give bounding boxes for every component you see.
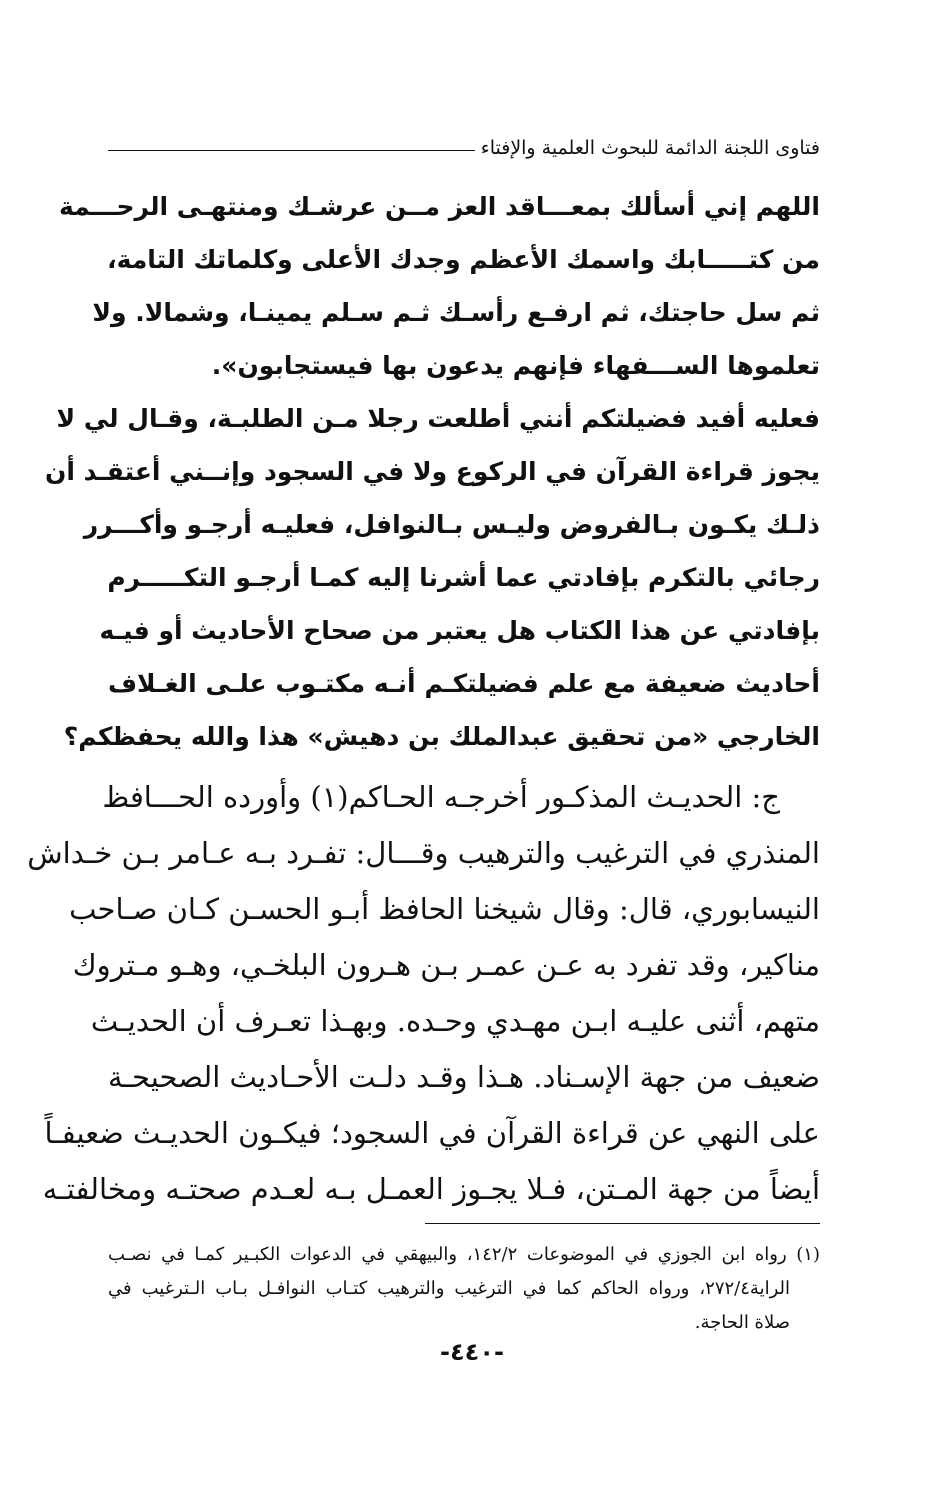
question-line: رجائي بالتكرم بإفادتي عما أشرنا إليه كمـا أرجـو التكـــــرم (107, 563, 820, 592)
answer-line: النيسابوري، قال: وقال شيخنا الحافظ أبـو الحسـن كـان صـاحب (69, 892, 820, 926)
header-title: فتاوى اللجنة الدائمة للبحوث العلمية والإفتاء (480, 137, 820, 159)
answer-line: ج: الحديـث المذكـور أخرجـه الحـاكم(١) وأورده الحـــافظ (102, 780, 780, 814)
question-line: ثم سل حاجتك، ثم ارفـع رأسـك ثـم سـلم يمينـا، وشمالا. ولا (92, 298, 820, 327)
answer-line: مناكير، وقد تفرد به عـن عمـر بـن هـرون البلخـي، وهـو مـتروك (72, 948, 820, 982)
footnote-line: صلاة الحاجة. (694, 1312, 790, 1333)
question-line: ذلـك يكـون بـالفروض وليـس بـالنوافل، فعليـه أرجـو وأكـــرر (83, 510, 820, 539)
page-body (27, 128, 820, 1368)
question-line: من كتـــــابك واسمك الأعظم وجدك الأعلى وكلماتك التامة، (107, 245, 820, 274)
answer-line: متهم، أثنى عليـه ابـن مهـدي وحـده. وبهـذا تعـرف أن الحديـث (90, 1004, 820, 1038)
answer-line: المنذري في الترغيب والترهيب وقـــال: تفـرد بـه عـامر بـن خـداش (27, 836, 820, 870)
running-header (108, 128, 820, 168)
answer-text (27, 769, 820, 1217)
answer-line: أيضاً من جهة المـتن، فـلا يجـوز العمـل بـه لعـدم صحتـه ومخالفتـه (42, 1172, 820, 1206)
page-number: -٤٤٠- (440, 1338, 504, 1366)
question-line: تعلموها الســـفهاء فإنهم يدعون بها فيستجابون». (211, 351, 820, 380)
footnote-separator (425, 1223, 820, 1224)
footnote-line: الراية٢٧٢/٤، ورواه الحاكم كما في الترغيب والترهيب كتـاب النوافـل بـاب الـترغيب في (108, 1278, 790, 1299)
question-line: أحاديث ضعيفة مع علم فضيلتكـم أنـه مكتـوب علـى الغـلاف (108, 669, 820, 698)
question-text (45, 180, 820, 763)
header-rule (108, 150, 475, 151)
question-line: الخارجي «من تحقيق عبدالملك بن دهيش» هذا والله يحفظكم؟ (63, 722, 820, 751)
footnote-line: (١) رواه ابن الجوزي في الموضوعات ١٤٢/٢، والبيهقي في الدعوات الكبـير كمـا في نصـب (108, 1244, 820, 1265)
footnotes (108, 1238, 820, 1340)
question-line: بإفادتي عن هذا الكتاب هل يعتبر من صحاح الأحاديث أو فيـه (99, 616, 820, 645)
answer-line: على النهي عن قراءة القرآن في السجود؛ فيكـون الحديـث ضعيفـاً (44, 1116, 820, 1150)
question-line: يجوز قراءة القرآن في الركوع ولا في السجود وإنــني أعتقـد أن (45, 457, 820, 486)
question-line: اللهم إني أسألك بمعـــاقد العز مــن عرشـك ومنتهـى الرحـــمة (58, 192, 820, 221)
question-line: فعليه أفيد فضيلتكم أنني أطلعت رجلا مـن الطلبـة، وقـال لي لا (56, 404, 820, 433)
answer-line: ضعيف من جهة الإسـناد. هـذا وقـد دلـت الأحـاديث الصحيحـة (108, 1060, 820, 1094)
